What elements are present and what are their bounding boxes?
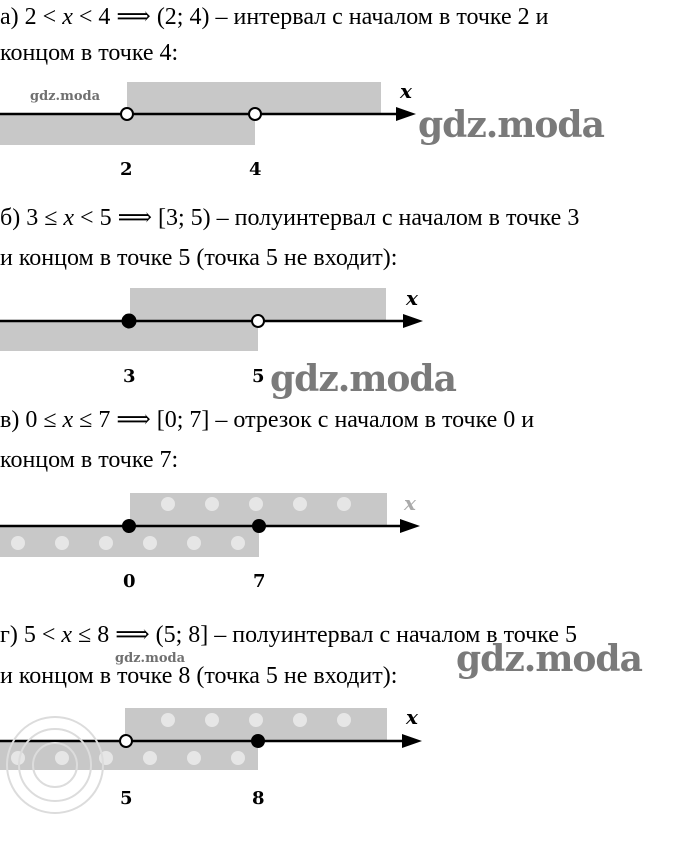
dash: –: [215, 4, 228, 30]
variable: x: [62, 4, 73, 30]
implies-arrow: ⟹: [116, 407, 151, 433]
description-line-1: отрезок с началом в точке 0 и: [233, 407, 535, 433]
dash: –: [216, 205, 229, 231]
item-b-description-line-2: и концом в точке 5 (точка 5 не входит):: [0, 245, 398, 271]
inequality-left: 0 ≤: [25, 407, 57, 433]
left-tick-label: 0: [123, 571, 136, 592]
right-tick-label: 7: [253, 571, 266, 592]
number-line-v: [0, 488, 684, 598]
right-point: [252, 519, 266, 533]
item-b-statement: [0, 203, 684, 233]
inequality-right: ≤ 8: [78, 622, 110, 648]
interval-notation: (2; 4): [156, 4, 210, 30]
item-marker: г): [0, 622, 18, 648]
inequality-left: 5 <: [23, 622, 56, 648]
axis-arrowhead: [396, 107, 416, 121]
inequality-right: < 4: [78, 4, 111, 30]
right-tick-label: 8: [252, 788, 265, 809]
interval-notation: (5; 8]: [155, 622, 209, 648]
watermark-small-1: gdz.moda: [30, 89, 101, 104]
watermark-big-1: gdz.moda: [418, 104, 604, 146]
description-line-1: полуинтервал с началом в точке 3: [234, 205, 580, 231]
left-point: [121, 108, 133, 120]
dash: –: [214, 622, 227, 648]
dash: –: [215, 407, 228, 433]
item-marker: а): [0, 4, 19, 30]
implies-arrow: ⟹: [116, 4, 151, 30]
right-point: [251, 734, 265, 748]
watermark-big-2: gdz.moda: [270, 358, 456, 400]
interval-notation: [0; 7]: [156, 407, 210, 433]
inequality-left: 3 ≤: [26, 205, 58, 231]
description-line-1: полуинтервал с началом в точке 5: [232, 622, 577, 648]
item-v-statement: [0, 405, 684, 435]
axis-label: x: [404, 491, 416, 515]
watermark-seal-icon: [0, 700, 140, 830]
watermark-big-3: gdz.moda: [456, 638, 642, 680]
variable: x: [63, 205, 75, 231]
axis-label: x: [406, 705, 418, 729]
item-v-description-line-2: концом в точке 7:: [0, 447, 179, 473]
left-tick-label: 3: [123, 366, 136, 387]
inequality-right: ≤ 7: [79, 407, 111, 433]
right-tick-label: 4: [249, 159, 262, 180]
axis-arrowhead: [403, 314, 423, 328]
inequality-left: 2 <: [24, 4, 57, 30]
variable: x: [61, 622, 73, 648]
axis-label: x: [406, 286, 418, 310]
axis-arrowhead: [402, 734, 422, 748]
axis-arrowhead: [400, 519, 420, 533]
item-marker: б): [0, 205, 21, 231]
variable: x: [62, 407, 74, 433]
implies-arrow: ⟹: [117, 205, 152, 231]
implies-arrow: ⟹: [115, 622, 150, 648]
item-marker: в): [0, 407, 20, 433]
item-a-description-line-2: концом в точке 4:: [0, 40, 179, 66]
left-point: [122, 519, 136, 533]
interval-notation: [3; 5): [157, 205, 211, 231]
inequality-right: < 5: [80, 205, 112, 231]
left-tick-label: 2: [120, 159, 133, 180]
right-point: [249, 108, 261, 120]
description-line-1: интервал с началом в точке 2 и: [233, 4, 549, 30]
left-point: [122, 314, 136, 328]
right-point: [252, 315, 264, 327]
item-a-statement: [0, 2, 684, 32]
axis-label: x: [400, 79, 412, 103]
left-tick-label: 5: [120, 788, 133, 809]
right-tick-label: 5: [252, 366, 265, 387]
watermark-small-2: gdz.moda: [115, 651, 186, 666]
item-g-description-line-2: и концом в точке 8 (точка 5 не входит):: [0, 663, 398, 689]
